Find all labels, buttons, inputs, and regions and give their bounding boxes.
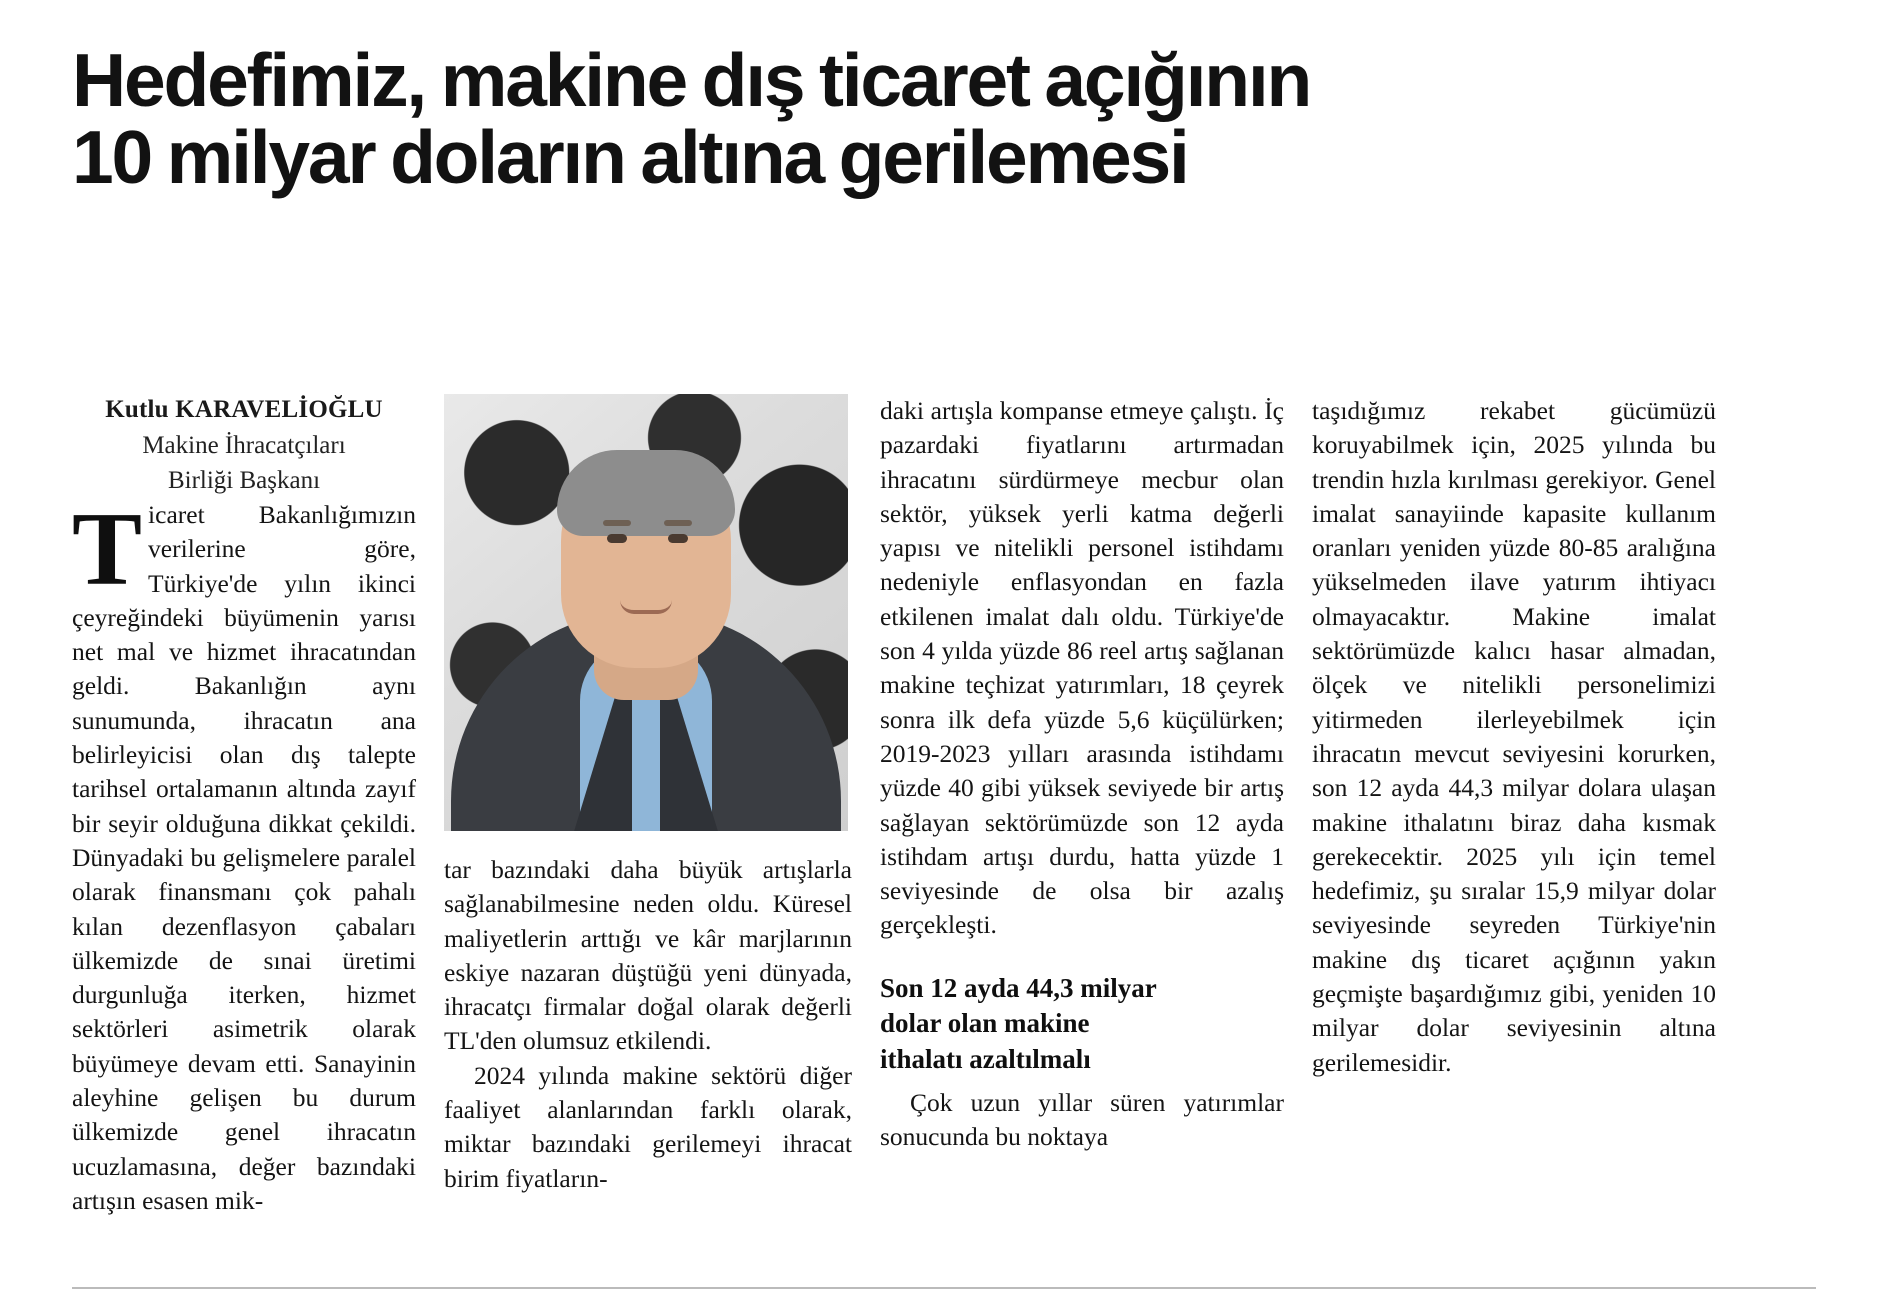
photo-eye-left xyxy=(607,534,627,543)
photo-eyebrow-left xyxy=(603,520,631,526)
photo-eyebrow-right xyxy=(664,520,692,526)
subhead-line-1: Son 12 ayda 44,3 milyar xyxy=(880,972,1157,1003)
page-title xyxy=(72,38,1792,199)
column-2 xyxy=(444,394,880,1218)
section-subheading xyxy=(880,971,1284,1078)
column-4 xyxy=(1312,394,1716,1218)
portrait-photo xyxy=(444,394,848,831)
headline-line-1: Hedefimiz, makine dış ticaret açığının xyxy=(72,38,1311,122)
subhead-line-3: ithalatı azaltılmalı xyxy=(880,1044,1091,1074)
paragraph: taşıdığımız rekabet gücümüzü koruyabilmek için, 2025 yılında bu trendin hızla kırılması gerekiyor. Genel imalat sanayiinde kapasite kullanım oranları yeniden yüzde 80-85 aralığına yükselmeden ilave yatırım ihtiyacı olmayacaktır. Makine imalat sektörümüzde kalıcı hasar almadan, ölçek ve nitelikli personelimizi yitirmeden ilerleyebilmek için ihracatın mevcut seviyesini korurken, son 12 ayda 44,3 milyar dolara ulaşan makine ithalatını biraz daha kısmak gerekecektir. 2025 yılı için temel hedefimiz, şu sıralar 15,9 milyar dolar seviyesinde seyreden Türkiye'nin makine dış ticaret açığının yakın geçmişte başardığımız gibi, yeniden 10 milyar dolar seviyesinin altına gerilemesidir. xyxy=(1312,396,1716,1077)
photo-hair xyxy=(557,450,735,536)
paragraph: Çok uzun yıllar süren yatırımlar sonucunda bu noktaya xyxy=(880,1087,1284,1151)
subhead-line-2: dolar olan makine xyxy=(880,1008,1090,1039)
byline-role-line-2: Birliği Başkanı xyxy=(167,467,321,495)
byline-author-name: Kutlu KARAVELİOĞLU xyxy=(105,396,383,423)
photo-mouth xyxy=(620,600,672,614)
paragraph: Ticaret Bakanlığımızın verilerine göre, Türkiye'de yılın ikinci çeyreğindeki büyümenin yarısı net mal ve hizmet ihracatından geldi. Bakanlığın aynı sunumunda, ihracatın ana belirleyicisi olan dış talepte tarihsel ortalamanın altında zayıf bir seyir olduğuna dikkat çekildi. Dünyadaki bu gelişmelere paralel olarak finansmanı çok pahalı kılan dezenflasyon çabaları ülkemizde de sınai üretimi durgunluğa iterken, hizmet sektörleri asimetrik olarak büyümeye devam etti. Sanayinin aleyhine gelişen bu durum ülkemizde genel ihracatın ucuzlamasına, değer bazındaki artışın esasen mik- xyxy=(72,490,416,1215)
byline-role-line-1: Makine İhracatçıları xyxy=(142,431,346,459)
column-3 xyxy=(880,394,1312,1218)
article-page xyxy=(0,38,1888,1315)
photo-eye-right xyxy=(668,534,688,543)
headline-line-2: 10 milyar doların altına gerilemesi xyxy=(72,114,1188,199)
article-columns xyxy=(72,394,1816,1218)
paragraph: daki artışla kompanse etmeye çalıştı. İç pazardaki fiyatlarını artırmadan ihracatını sürdürmeye mecbur olan sektör, yüksek yerli katma değerli yapısı ve nitelikli personel istihdamı nedeniyle enflasyondan en fazla etkilenen imalat dalı oldu. Türkiye'de son 4 yılda yüzde 86 reel artış sağlanan makine teçhizat yatırımları, 18 çeyrek sonra ilk defa yüzde 5,6 küçülürken; 2019-2023 yılları arasında istihdamı yüzde 40 gibi yüksek seviyede bir artış sağlayan sektörümüzde son 12 ayda istihdam artışı durdu, hatta yüzde 1 seviyesinde de olsa bir azalış gerçekleşti. xyxy=(880,396,1284,940)
column-1 xyxy=(72,394,444,1218)
paragraph: 2024 yılında makine sektörü diğer faaliyet alanlarından farklı olarak, miktar bazındaki gerilemeyi ihracat birim fiyatların- xyxy=(444,1060,852,1193)
bottom-divider xyxy=(72,1287,1816,1289)
paragraph: tar bazındaki daha büyük artışlarla sağlanabilmesine neden oldu. Küresel maliyetlerin arttığı ve kâr marjlarının eskiye nazaran düştüğü yeni dünyada, ihracatçı firmalar doğal olarak değerli TL'den olumsuz etkilendi. xyxy=(444,855,852,1056)
